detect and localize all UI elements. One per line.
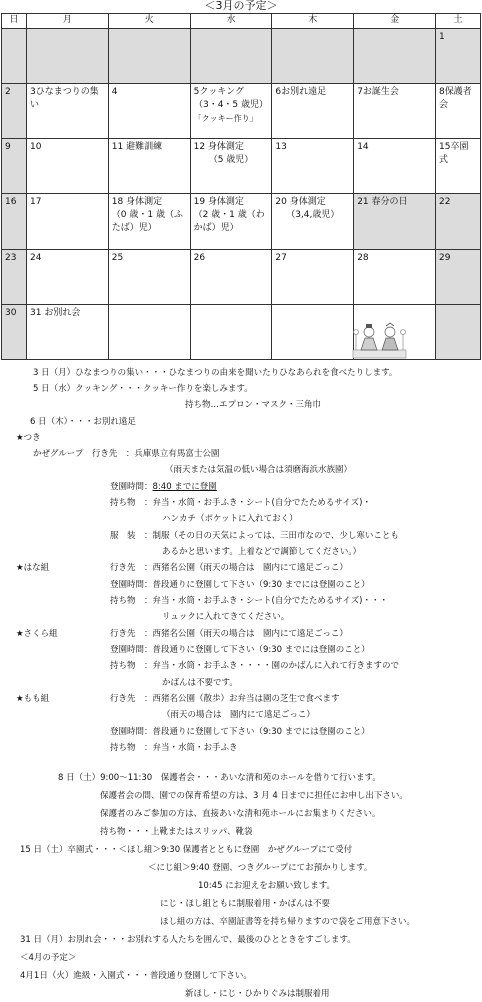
day-cell (108, 194, 190, 249)
week-row (2, 304, 481, 359)
day-cell (190, 194, 272, 249)
day-cell: 31 お別れ会 (27, 304, 109, 359)
day-cell (354, 28, 436, 83)
day-cell (272, 194, 354, 249)
note-line: 保護者会の間、園での保育希望の方は、3 月 4 日までに担任にお申し出下さい。 (100, 791, 408, 801)
day-label: 20 身体測定 (275, 197, 326, 208)
day-cell (190, 304, 272, 359)
note-line: ★つき (16, 433, 41, 443)
day-sub: （0 歳・1 歳（ふたば）児） (111, 210, 183, 234)
week-row (2, 84, 481, 139)
day-sub: （5 歳児） (208, 155, 254, 166)
note-line: 10:45 にお迎えをお願い致します。 (198, 881, 336, 891)
note-line: かばんは不要です。 (162, 678, 238, 688)
day-cell: 29 (436, 249, 481, 304)
day-cell: 3ひなまつりの集い (27, 84, 109, 139)
note-line: 新ほし・にじ・ひかりぐみは制服着用 (185, 989, 330, 999)
note-line: 持ち物・・・上靴またはスリッパ、靴袋 (100, 827, 253, 837)
note-line: （雨天または気温の低い場合は須磨海浜水族園） (165, 465, 353, 475)
day-cell: 25 (108, 249, 190, 304)
header-thu: 木 (272, 14, 354, 29)
note-label: 登園時間： (110, 482, 153, 492)
note-line: ★さくら組 (16, 629, 58, 639)
note-line: 6 日（木）・・・お別れ遠足 (30, 417, 136, 427)
note-line: 登園時間：普段通りに登園して下さい（9:30 までには登園のこと） (110, 580, 370, 590)
note-line: 服 装 ：制服（その日の天気によっては、三田市なので、少し寒いことも (110, 531, 399, 541)
day-cell: 10 (27, 139, 109, 194)
header-fri: 金 (354, 14, 436, 29)
day-cell: 6お別れ遠足 (272, 84, 354, 139)
note-line: 15 日（土）卒園式・・・＜ほし組＞9:30 保護者とともに登園 かぜグループにて受付 (20, 845, 353, 855)
day-cell: 28 (354, 249, 436, 304)
note-emphasis: 8:40 までに登園 (152, 482, 217, 492)
day-cell (190, 84, 272, 139)
note-line: 8 日（土）9:00～11:30 保護者会・・・あいな清和苑のホールを借りて行います。 (58, 773, 381, 783)
day-cell (190, 28, 272, 83)
day-cell (272, 28, 354, 83)
day-label: 5クッキング (193, 87, 245, 98)
day-cell: 8保護者会 (436, 84, 481, 139)
day-cell: 24 (27, 249, 109, 304)
header-sat: 土 (436, 14, 481, 29)
note-line: かぜグループ 行き先 ：兵庫県立有馬富士公園 (33, 449, 220, 459)
day-cell: 11 避難訓練 (108, 139, 190, 194)
day-cell: 21 春分の日 (354, 194, 436, 249)
hina-doll-illustration (351, 320, 408, 360)
week-row (2, 139, 481, 194)
day-cell: 14 (354, 139, 436, 194)
day-cell: 22 (436, 194, 481, 249)
day-cell: 30 (2, 304, 27, 359)
note-line: 持ち物…エプロン・マスク・三角巾 (185, 400, 322, 410)
note-line: 持ち物 ：弁当・水筒・お手ふき・シート(自分でたためるサイズ)・ (110, 498, 371, 508)
day-cell: 2 (2, 84, 27, 139)
note-line: 行き先 ：西猪名公園（雨天の場合は 園内にて遠足ごっこ） (110, 629, 348, 639)
note-line: 持ち物 ：弁当・水筒・お手ふき・・・・園のかばんに入れて行きますので (110, 661, 400, 671)
calendar-table (1, 13, 481, 360)
note-line: 保護者のみご参加の方は、直接あいな清和苑ホールにお集まりください。 (100, 809, 381, 819)
note-line: ★もも組 (16, 694, 50, 704)
note-line: 4月1日（火）進級・入園式・・・普段通り登園して下さい。 (20, 971, 252, 981)
header-mon: 月 (27, 14, 109, 29)
note-line: 持ち物 ：弁当・水筒・お手ふき (110, 743, 238, 753)
day-label: 12 身体測定 (193, 142, 244, 153)
note-line: 5 日（水）クッキング・・・クッキー作りを楽しみます。 (33, 384, 253, 394)
note-line: 登園時間：普段通りに登園して下さい（9:30 までには登園のこと） (110, 727, 370, 737)
page-title: ＜3月の予定＞ (204, 0, 278, 12)
note-line: 3 日（月）ひなまつりの集い・・・ひなまつりの由来を聞いたりひなあられを食べたりします。 (33, 368, 398, 378)
day-sub: （3・4・5 歳児） (193, 100, 269, 111)
day-cell: 27 (272, 249, 354, 304)
note-line: 行き先 ：西猪名公園（雨天の場合は 園内にて遠足ごっこ） (110, 563, 348, 573)
day-cell (27, 28, 109, 83)
day-cell: 17 (27, 194, 109, 249)
day-cell: 1 (436, 28, 481, 83)
day-sub: （3,4,歳児） (286, 210, 340, 221)
note-line: リュックに入れてきてください。 (162, 612, 290, 622)
day-cell: 26 (190, 249, 272, 304)
day-cell (436, 304, 481, 359)
note-line: 持ち物 ：弁当・水筒・お手ふき・シート(自分でたためるサイズ)・・・ (110, 596, 388, 606)
day-sub: 「クッキー作り」 (193, 114, 258, 124)
day-cell (272, 304, 354, 359)
day-label: 18 身体測定 (111, 197, 163, 208)
header-sun: 日 (2, 14, 27, 29)
day-cell: 7お誕生会 (354, 84, 436, 139)
day-cell (2, 28, 27, 83)
day-cell (190, 139, 272, 194)
note-line: ハンカチ（ポケットに入れておく） (162, 514, 298, 524)
note-line: にじ・ほし組ともに制服着用・かばんは不要 (160, 899, 331, 909)
day-cell: 15卒園式 (436, 139, 481, 194)
day-cell (108, 28, 190, 83)
note-line: ほし組の方は、卒園証書等を持ち帰りますので袋をご用意下さい。 (160, 917, 416, 927)
day-cell: 13 (272, 139, 354, 194)
day-cell: 16 (2, 194, 27, 249)
day-cell: 23 (2, 249, 27, 304)
note-line: 登園時間：普段通りに登園して下さい（9:30 までには登園のこと） (110, 645, 370, 655)
calendar-header-row (2, 14, 481, 29)
note-line: ＜にじ組＞9:40 登園、つきグループにてお預かりします。 (148, 863, 373, 873)
week-row (2, 249, 481, 304)
note-line: 31 日（月）お別れ会・・・お別れする人たちを囲んで、最後のひとときをすごします。 (20, 935, 356, 945)
week-row (2, 194, 481, 249)
day-label: 19 身体測定 (193, 197, 244, 208)
note-line (110, 479, 217, 495)
day-cell (108, 304, 190, 359)
header-wed: 水 (190, 14, 272, 29)
day-sub: （2 歳・1 歳（わかば）児） (193, 210, 265, 234)
week-row (2, 28, 481, 83)
note-line: ★はな組 (16, 563, 50, 573)
day-cell: 4 (108, 84, 190, 139)
note-line: （雨天の場合は 園内にて遠足ごっこ） (162, 710, 315, 720)
header-tue: 火 (108, 14, 190, 29)
note-line: ＜4月の予定＞ (20, 953, 77, 963)
day-cell: 9 (2, 139, 27, 194)
note-line: 行き先 ：西猪名公園（散歩）お弁当は園の芝生で食べます (110, 694, 340, 704)
note-line: あるかと思います。上着などで調節してください。） (162, 547, 362, 557)
